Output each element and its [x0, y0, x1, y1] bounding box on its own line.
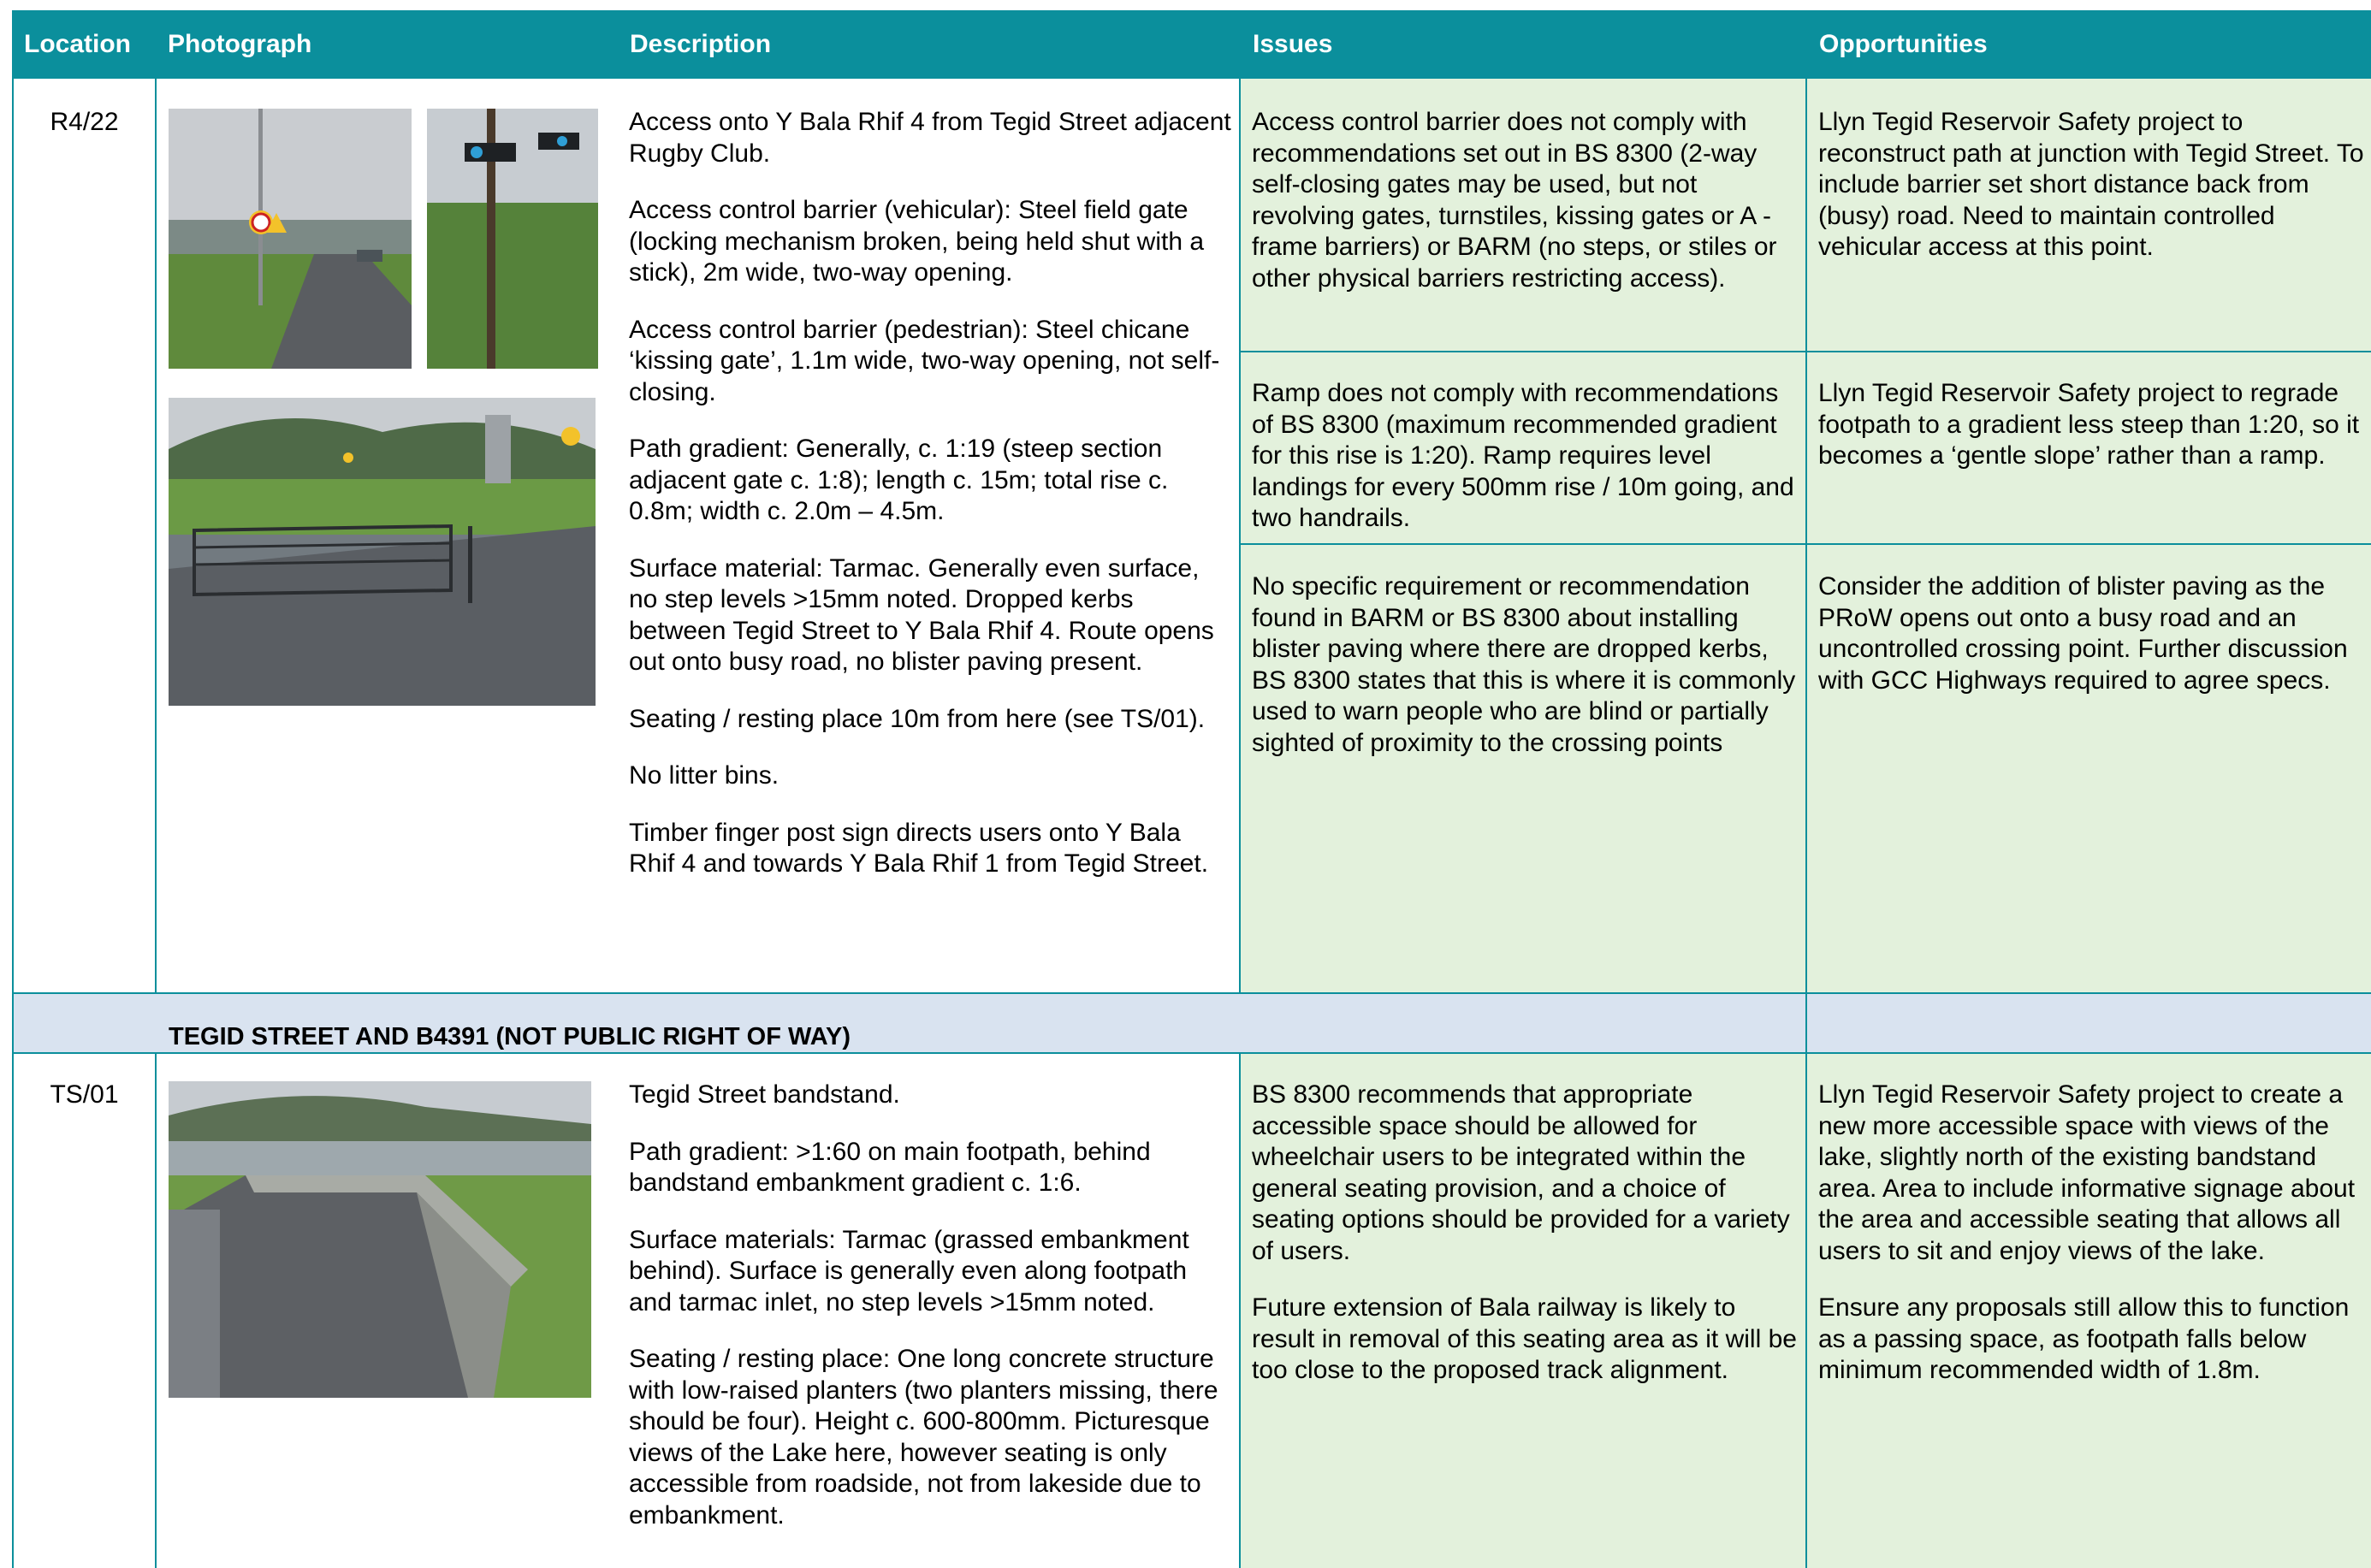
row2-issue-para: Future extension of Bala railway is likely to result in removal of this seating area as it will be too close to the proposed track alignment. — [1252, 1293, 1797, 1384]
row1-location: R4/22 — [50, 108, 119, 136]
row2-description — [629, 1080, 1232, 1568]
section-title: TEGID STREET AND B4391 (NOT PUBLIC RIGHT OF WAY) — [169, 1023, 851, 1050]
row1-opportunity-3: Consider the addition of blister paving as the PRoW opens out onto a busy road and an uncontrolled crossing point. Further discussion with GCC Highways required to agree specs. — [1818, 572, 2348, 695]
header-location: Location — [24, 30, 131, 58]
row1-description-para: Access onto Y Bala Rhif 4 from Tegid Street adjacent Rugby Club. — [629, 108, 1231, 168]
row1-issue-1: Access control barrier does not comply with recommendations set out in BS 8300 (2-way self-closing gates may be used, but not revolving gates, turnstiles, kissing gates or A -frame barriers) or BARM (no steps, or stiles or other physical barriers restricting access). — [1252, 108, 1777, 293]
row1-description-para: Surface material: Tarmac. Generally even surface, no step levels >15mm noted. Dropped kerbs between Tegid Street to Y Bala Rhif 4. Route opens out onto busy road, no blister paving present. — [629, 553, 1214, 676]
row1-opportunity-2: Llyn Tegid Reservoir Safety project to regrade footpath to a gradient less steep than 1:20, so it becomes a ‘gentle slope’ rather than a ramp. — [1818, 379, 2360, 470]
photo-road-sign — [169, 109, 412, 369]
row1-description-para: No litter bins. — [629, 761, 779, 790]
row1-description-para: Seating / resting place 10m from here (see TS/01). — [629, 704, 1206, 733]
row2-description-para: Path gradient: >1:60 on main footpath, behind bandstand embankment gradient c. 1:6. — [629, 1137, 1151, 1197]
row2-issues — [1252, 1080, 1799, 1568]
row1-description-para: Path gradient: Generally, c. 1:19 (steep section adjacent gate c. 1:8); length c. 15m; total rise c. 0.8m; width c. 2.0m – 4.5m. — [629, 435, 1169, 525]
row1-issue-3: No specific requirement or recommendation found in BARM or BS 8300 about installing blister paving where there are dropped kerbs, BS 8300 states that this is where it is commonly used to warn people who are blind or partially sighted of proximity to the crossing points — [1252, 572, 1796, 757]
row2-opportunity-para: Llyn Tegid Reservoir Safety project to create a new more accessible space with views of the lake, slightly north of the existing bandstand area. Area to include informative signage about the area and accessible seating that allows all users to sit and enjoy views of the lake. — [1818, 1080, 2356, 1265]
header-description: Description — [630, 30, 772, 58]
row2-issue-para: BS 8300 recommends that appropriate accessible space should be allowed for wheelchair users to be integrated within the general seating provision, and a choice of seating options should be provided for a variety of users. — [1252, 1080, 1790, 1265]
header-issues: Issues — [1253, 30, 1333, 58]
header-photograph: Photograph — [168, 30, 312, 58]
row1-description-para: Access control barrier (vehicular): Steel field gate (locking mechanism broken, being held shut with a stick), 2m wide, two-way opening. — [629, 196, 1205, 287]
header-opportunities: Opportunities — [1819, 30, 1988, 58]
photo-bandstand — [169, 1081, 591, 1398]
row2-opportunity-para: Ensure any proposals still allow this to function as a passing space, as footpath falls below minimum recommended width of 1.8m. — [1818, 1293, 2350, 1384]
photo-finger-post — [427, 109, 598, 369]
row1-opportunity-1: Llyn Tegid Reservoir Safety project to reconstruct path at junction with Tegid Street. To include barrier set short distance back from (busy) road. Need to maintain controlled vehicular access at this point. — [1818, 108, 2364, 261]
row2-description-para: Seating / resting place: One long concrete structure with low-raised planters (two planters missing, there should be four). Height c. 600-800mm. Picturesque views of the Lake here, however seating is only accessible from roadside, not from lakeside due to embankment. — [629, 1345, 1218, 1530]
row2-location: TS/01 — [50, 1080, 119, 1109]
row2-opportunities — [1818, 1080, 2366, 1568]
row1-description — [629, 107, 1232, 993]
row1-description-para: Timber finger post sign directs users onto Y Bala Rhif 4 and towards Y Bala Rhif 1 from Tegid Street. — [629, 818, 1209, 878]
table-header — [12, 10, 2371, 79]
photo-gate — [169, 398, 596, 706]
row1-issue-2: Ramp does not comply with recommendations of BS 8300 (maximum recommended gradient for this rise is 1:20). Ramp requires level landings for every 500mm rise / 10m going, and two handrails. — [1252, 379, 1794, 532]
row2-description-para: Surface materials: Tarmac (grassed embankment behind). Surface is generally even along footpath and tarmac inlet, no step levels >15mm noted. — [629, 1225, 1189, 1317]
row2-description-para: Tegid Street bandstand. — [629, 1080, 900, 1109]
row1-description-para: Access control barrier (pedestrian): Steel chicane ‘kissing gate’, 1.1m wide, two-way opening, not self-closing. — [629, 315, 1220, 406]
